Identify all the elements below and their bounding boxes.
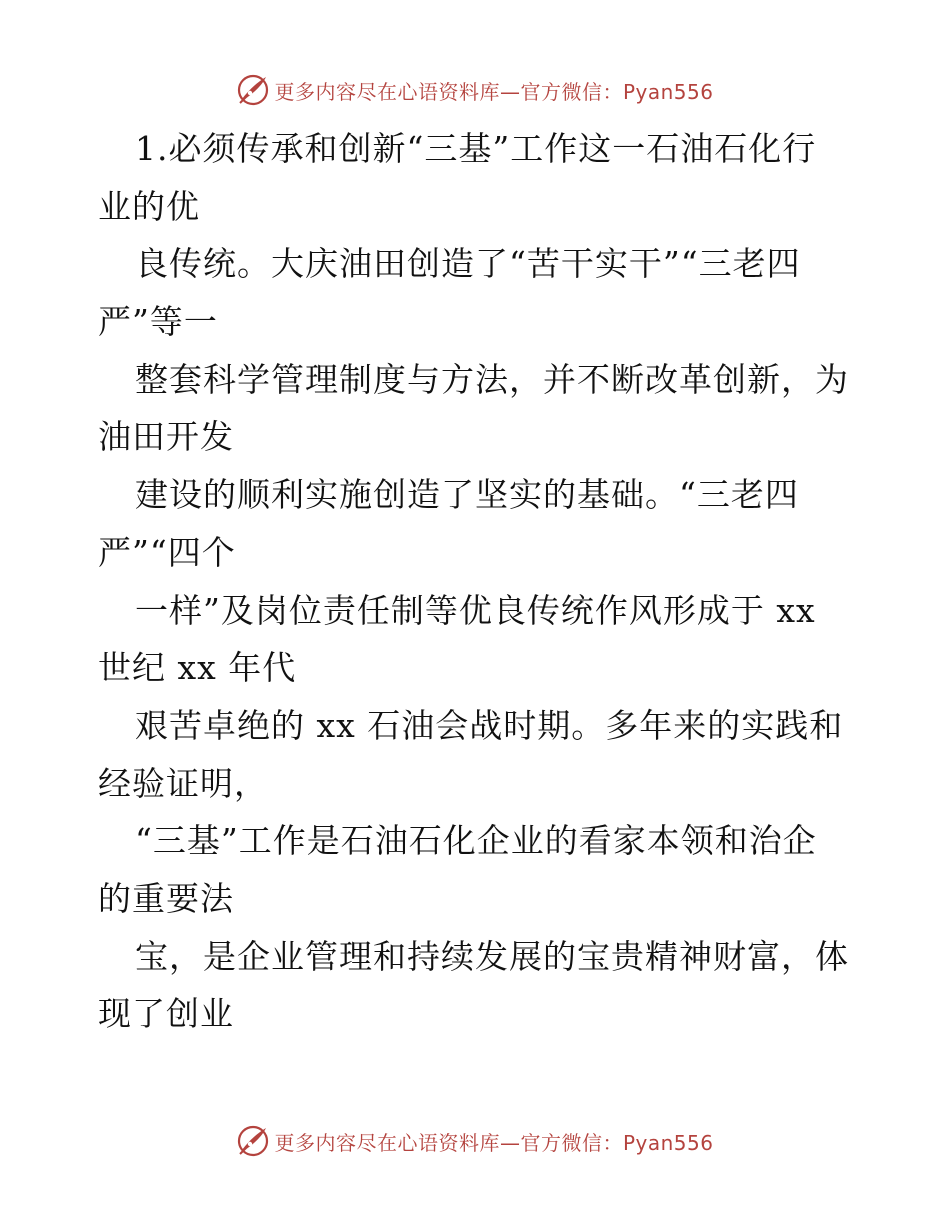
document-body	[98, 120, 858, 1043]
header-watermark-text: 更多内容尽在心语资料库—官方微信：Pyan556	[274, 79, 714, 104]
body-line: 艰苦卓绝的 xx 石油会战时期。多年来的实践和	[135, 705, 844, 745]
body-line: 现了创业	[98, 994, 234, 1034]
body-line: 1.必须传承和创新“三基”工作这一石油石化行	[135, 129, 817, 168]
body-line: 一样”及岗位责任制等优良传统作风形成于 xx	[135, 590, 816, 630]
quill-pen-logo-icon	[236, 1124, 270, 1158]
body-line: 良传统。大庆油田创造了“苦干实干”“三老四	[135, 244, 801, 284]
body-line: 经验证明，	[98, 763, 268, 803]
body-line: 油田开发	[98, 417, 234, 457]
body-line: 的重要法	[98, 878, 234, 918]
body-line: 严”“四个	[98, 532, 236, 572]
body-line: “三基”工作是石油石化企业的看家本领和治企	[135, 821, 817, 861]
footer-watermark-text: 更多内容尽在心语资料库—官方微信：Pyan556	[274, 1130, 714, 1155]
body-line: 业的优	[98, 186, 200, 226]
header-watermark	[0, 70, 950, 110]
footer-watermark	[0, 1121, 950, 1161]
body-line: 世纪 xx 年代	[98, 648, 297, 688]
body-line: 建设的顺利实施创造了坚实的基础。“三老四	[135, 475, 799, 515]
body-line: 严”等一	[98, 302, 218, 342]
body-line: 宝，是企业管理和持续发展的宝贵精神财富，体	[135, 936, 849, 976]
quill-pen-logo-icon	[236, 73, 270, 107]
body-line: 整套科学管理制度与方法，并不断改革创新，为	[135, 359, 849, 399]
